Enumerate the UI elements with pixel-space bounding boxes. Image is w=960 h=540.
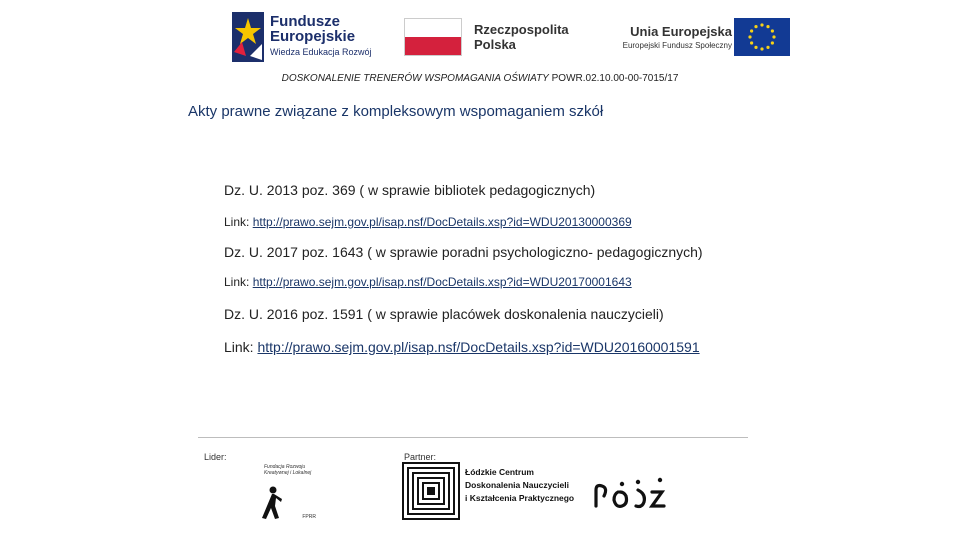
project-name: DOSKONALENIE TRENERÓW WSPOMAGANIA OŚWIATY: [281, 73, 549, 84]
fprr-logo: [256, 462, 318, 522]
lcdn-line1: Łódzkie Centrum: [465, 467, 534, 477]
project-code: POWR.02.10.00-00-7015/17: [548, 73, 679, 84]
ue-logo-line1: Unia Europejska: [630, 24, 732, 39]
entry-1-link-label: Link:: [224, 215, 253, 229]
fe-logo-line2: Europejskie: [270, 28, 356, 45]
entry-2-text: Dz. U. 2017 poz. 1643 ( w sprawie poradni psychologiczno- pedagogicznych): [224, 244, 703, 260]
eu-star-icon: [771, 41, 774, 44]
eu-star-icon: [760, 23, 763, 26]
eu-star-icon: [748, 35, 751, 38]
fprr-logo-bottom: FPRR: [302, 514, 316, 520]
ue-logo-line2: Europejski Fundusz Społeczny: [622, 41, 732, 50]
entry-3-text: Dz. U. 2016 poz. 1591 ( w sprawie placówek doskonalenia nauczycieli): [224, 306, 664, 322]
eu-star-icon: [766, 25, 769, 28]
lider-label: Lider:: [204, 452, 227, 462]
fprr-logo-top: Fundacja Rozwoju Kreatywnej i Lokalnej: [264, 464, 312, 476]
eu-star-icon: [750, 41, 753, 44]
entry-3-link-line: [224, 339, 700, 355]
walking-figure-icon: [260, 486, 284, 520]
eu-star-icon: [754, 25, 757, 28]
eu-flag-icon: [734, 18, 790, 56]
polish-flag-icon: [404, 18, 462, 56]
eu-star-icon: [750, 29, 753, 32]
entry-1-link-line: [224, 215, 632, 229]
lcdn-logo: [402, 462, 575, 522]
entry-2-link-line: [224, 275, 632, 289]
fundusze-europejskie-star-icon: [232, 12, 264, 62]
lcdn-line3: i Kształcenia Praktycznego: [465, 493, 575, 503]
eu-star-icon: [766, 46, 769, 49]
fe-logo-line1: Fundusze: [270, 13, 340, 30]
entry-1-text: Dz. U. 2013 poz. 369 ( w sprawie bibliotek pedagogicznych): [224, 182, 596, 198]
entry-2-link-label: Link:: [224, 275, 253, 289]
entry-1-link[interactable]: http://prawo.sejm.gov.pl/isap.nsf/DocDetails.xsp?id=WDU20130000369: [252, 215, 632, 229]
fe-logo-line3: Wiedza Edukacja Rozwój: [270, 47, 372, 57]
rp-logo-line2: Polska: [474, 37, 516, 52]
entry-2-link[interactable]: http://prawo.sejm.gov.pl/isap.nsf/DocDetails.xsp?id=WDU20170001643: [252, 275, 632, 289]
eu-star-icon: [771, 29, 774, 32]
footer-divider: [198, 437, 748, 438]
unia-europejska-logo: [600, 18, 790, 58]
lcdn-line2: Doskonalenia Nauczycieli: [465, 480, 569, 490]
project-line: [0, 73, 960, 84]
entry-3-link-label: Link:: [224, 339, 258, 355]
eu-star-icon: [754, 46, 757, 49]
podn-logo-icon: [590, 468, 670, 516]
fundusze-europejskie-logo: [232, 12, 377, 62]
rp-logo-line1: Rzeczpospolita: [474, 22, 569, 37]
page-title: Akty prawne związane z kompleksowym wspomaganiem szkół: [188, 103, 604, 120]
entry-3-link[interactable]: http://prawo.sejm.gov.pl/isap.nsf/DocDetails.xsp?id=WDU20160001591: [257, 339, 700, 355]
eu-star-icon: [760, 47, 763, 50]
nested-squares-icon: [402, 462, 460, 520]
eu-star-icon: [772, 35, 775, 38]
rzeczpospolita-polska-logo: [404, 16, 572, 58]
partner-label: Partner:: [404, 452, 437, 462]
